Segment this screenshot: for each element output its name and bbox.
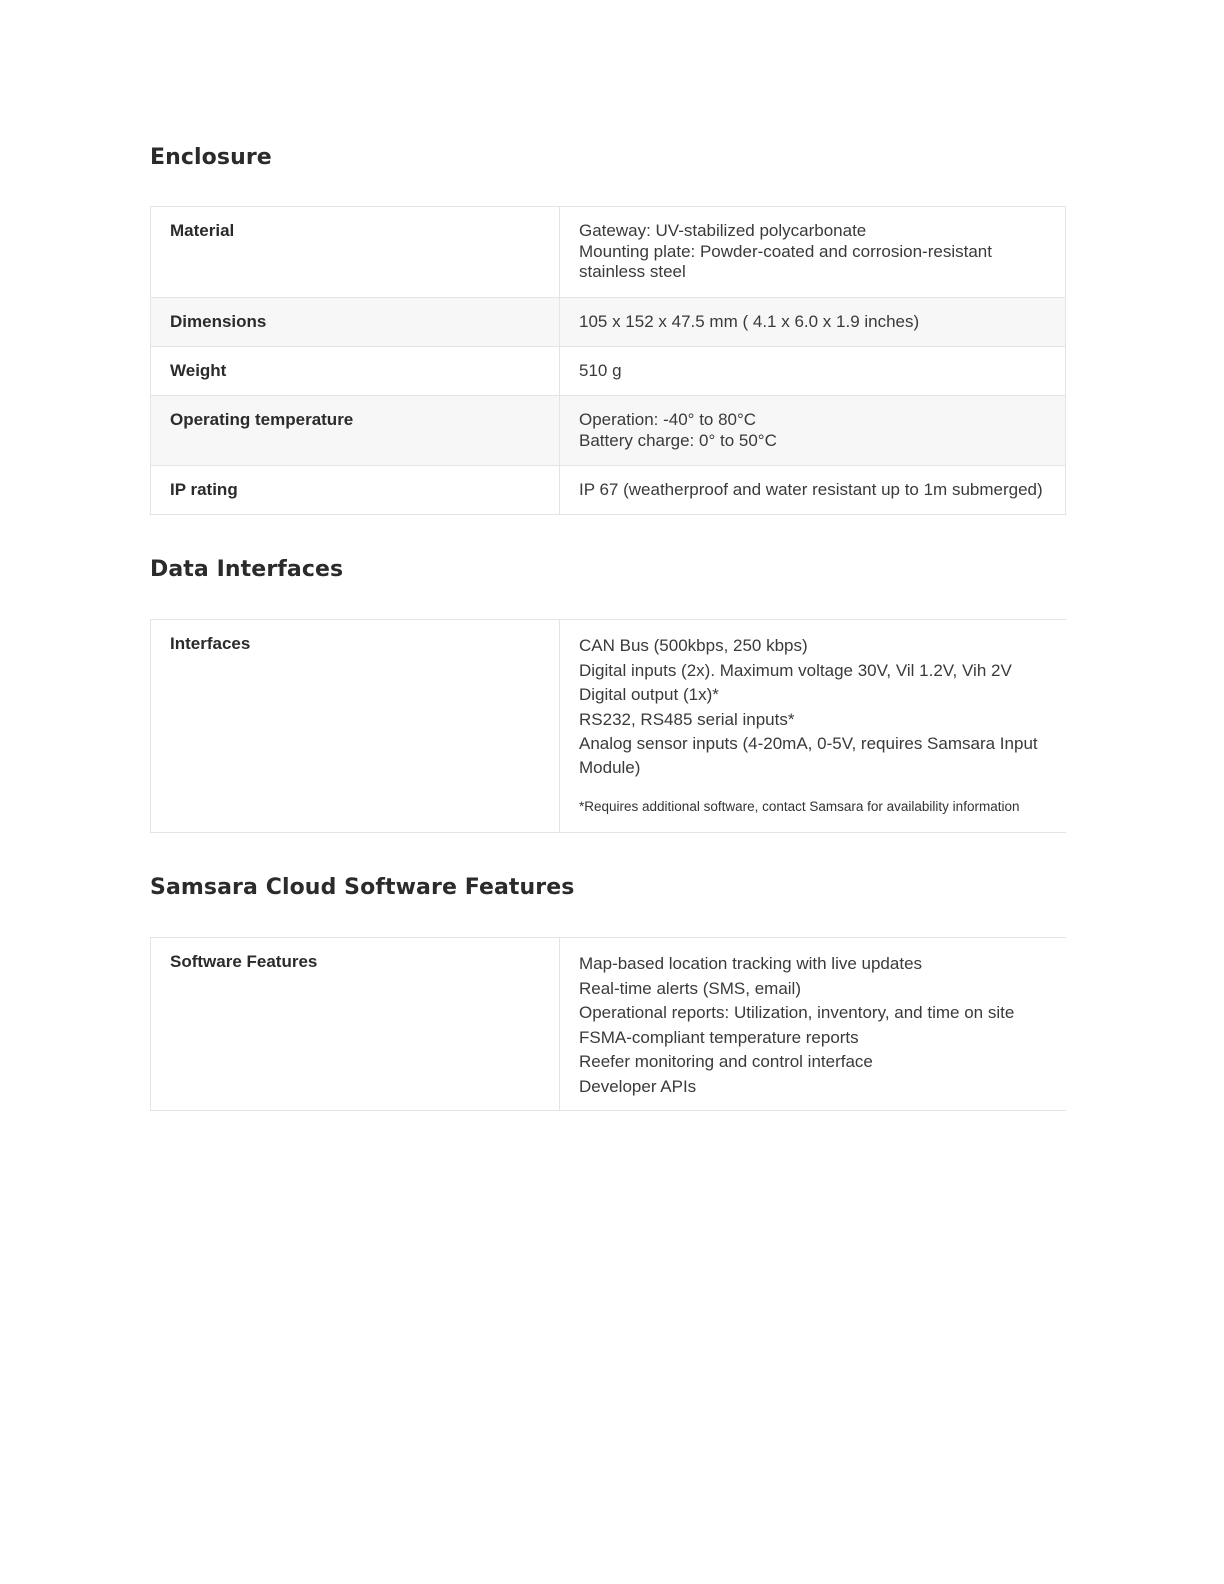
row-value [560, 396, 1065, 465]
row-label: IP rating [151, 466, 560, 514]
value-line: Module) [579, 757, 641, 777]
value-line: stainless steel [579, 262, 686, 281]
value-line: 510 g [579, 361, 622, 380]
table-row [151, 620, 1066, 832]
data-interfaces-table [150, 619, 1066, 833]
footnote: *Requires additional software, contact Samsara for availability information [579, 798, 1020, 814]
row-value [560, 298, 1065, 346]
table-row [151, 346, 1065, 395]
row-value [560, 938, 1066, 1110]
row-label: Weight [151, 347, 560, 395]
row-label: Dimensions [151, 298, 560, 346]
row-label: Interfaces [151, 620, 560, 832]
value-line: Map-based location tracking with live updates [579, 954, 923, 973]
table-row [151, 207, 1065, 297]
value-line: Real-time alerts (SMS, email) [579, 978, 801, 998]
software-features-table [150, 937, 1066, 1111]
value-line: Developer APIs [579, 1076, 697, 1096]
value-line: Operational reports: Utilization, inventory, and time on site [579, 1003, 1015, 1022]
section-title-data-interfaces: Data Interfaces [150, 557, 344, 582]
row-value [560, 620, 1066, 832]
row-label: Software Features [151, 938, 560, 1110]
row-label: Operating temperature [151, 396, 560, 465]
row-value [560, 207, 1065, 297]
section-title-software-features: Samsara Cloud Software Features [150, 875, 575, 900]
section-title-enclosure: Enclosure [150, 145, 272, 170]
table-row [151, 465, 1065, 514]
table-row [151, 938, 1066, 1110]
value-line: CAN Bus (500kbps, 250 kbps) [579, 636, 808, 655]
value-line: 105 x 152 x 47.5 mm ( 4.1 x 6.0 x 1.9 inches) [579, 312, 920, 331]
row-value [560, 347, 1065, 395]
value-line: Digital output (1x)* [579, 685, 719, 704]
value-line: FSMA-compliant temperature reports [579, 1027, 859, 1047]
value-line: Mounting plate: Powder-coated and corrosion-resistant [579, 241, 992, 261]
value-line: Reefer monitoring and control interface [579, 1052, 873, 1071]
value-line: RS232, RS485 serial inputs* [579, 709, 795, 729]
table-row [151, 395, 1065, 465]
value-line: Digital inputs (2x). Maximum voltage 30V, Vil 1.2V, Vih 2V [579, 660, 1012, 680]
row-label: Material [151, 207, 560, 297]
table-row [151, 297, 1065, 346]
row-value [560, 466, 1065, 514]
value-line: Gateway: UV-stabilized polycarbonate [579, 221, 867, 240]
enclosure-table [150, 206, 1066, 515]
value-line: IP 67 (weatherproof and water resistant up to 1m submerged) [579, 480, 1043, 499]
value-line: Battery charge: 0° to 50°C [579, 430, 777, 450]
value-line: Analog sensor inputs (4-20mA, 0-5V, requires Samsara Input [579, 734, 1038, 753]
value-line: Operation: -40° to 80°C [579, 410, 757, 429]
